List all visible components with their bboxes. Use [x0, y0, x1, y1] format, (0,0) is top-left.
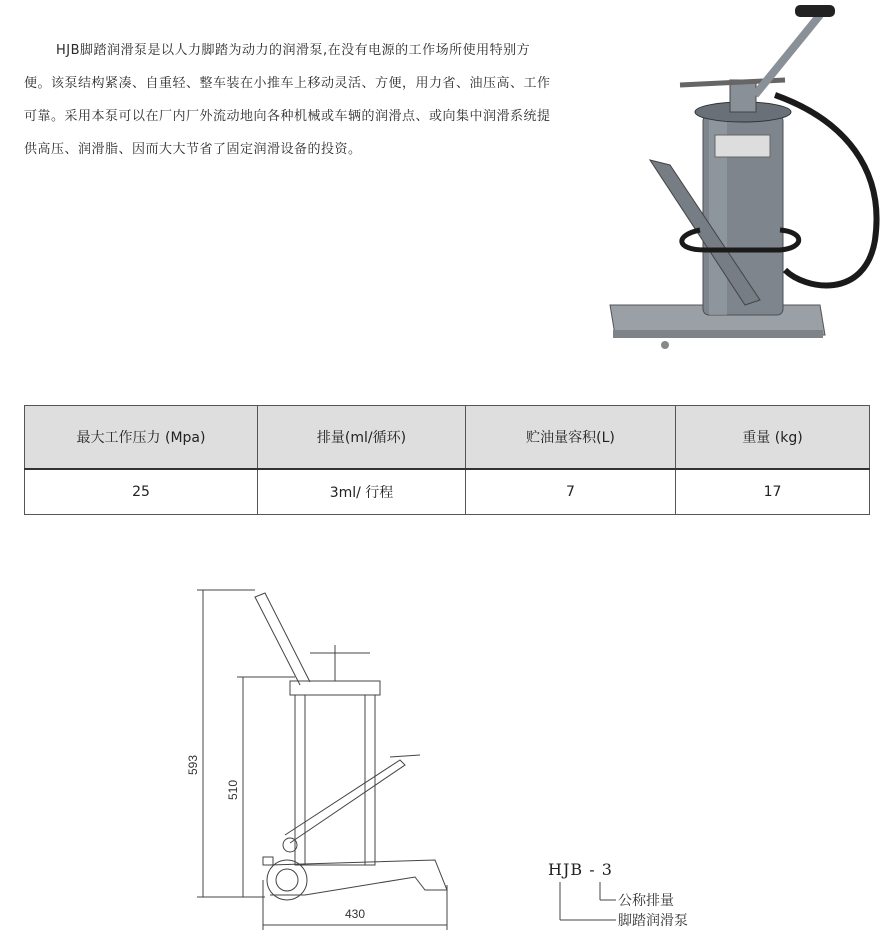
- model-code-legend: [538, 860, 738, 940]
- grease-hose: [775, 95, 877, 285]
- pump-photo: [605, 0, 887, 360]
- intro-line: 供高压、润滑脂、因而大大节省了固定润滑设备的投资。: [24, 142, 362, 157]
- model-code: HJB - 3: [548, 860, 613, 879]
- spec-table: [24, 405, 870, 515]
- dim-510: 510: [226, 779, 240, 801]
- col-max-pressure: 最大工作压力 (Mpa): [25, 406, 258, 470]
- cell-capacity: 7: [466, 469, 676, 515]
- legend-displacement: 公称排量: [618, 893, 674, 909]
- cell-max-pressure: 25: [25, 469, 258, 515]
- cell-displacement: 3ml/ 行程: [258, 469, 466, 515]
- col-displacement: 排量(ml/循环): [258, 406, 466, 470]
- legend-type: 脚踏润滑泵: [618, 913, 688, 929]
- table-row: [25, 469, 870, 515]
- pump-handle: [755, 15, 820, 95]
- intro-line: HJB脚踏润滑泵是以人力脚踏为动力的润滑泵,在没有电源的工作场所使用特别方: [56, 43, 531, 58]
- col-weight: 重量 (kg): [676, 406, 870, 470]
- dimension-drawing: [185, 585, 475, 940]
- intro-line: 便。该泵结构紧凑、自重轻、整车装在小推车上移动灵活、方便，用力省、油压高、工作: [24, 76, 551, 91]
- dim-430: 430: [344, 907, 366, 921]
- intro-line: 可靠。采用本泵可以在厂内厂外流动地向各种机械或车辆的润滑点、或向集中润滑系统提: [24, 109, 551, 124]
- col-capacity: 贮油量容积(L): [466, 406, 676, 470]
- dim-593: 593: [186, 754, 200, 776]
- intro-text: [24, 34, 624, 166]
- table-header-row: [25, 406, 870, 470]
- cell-weight: 17: [676, 469, 870, 515]
